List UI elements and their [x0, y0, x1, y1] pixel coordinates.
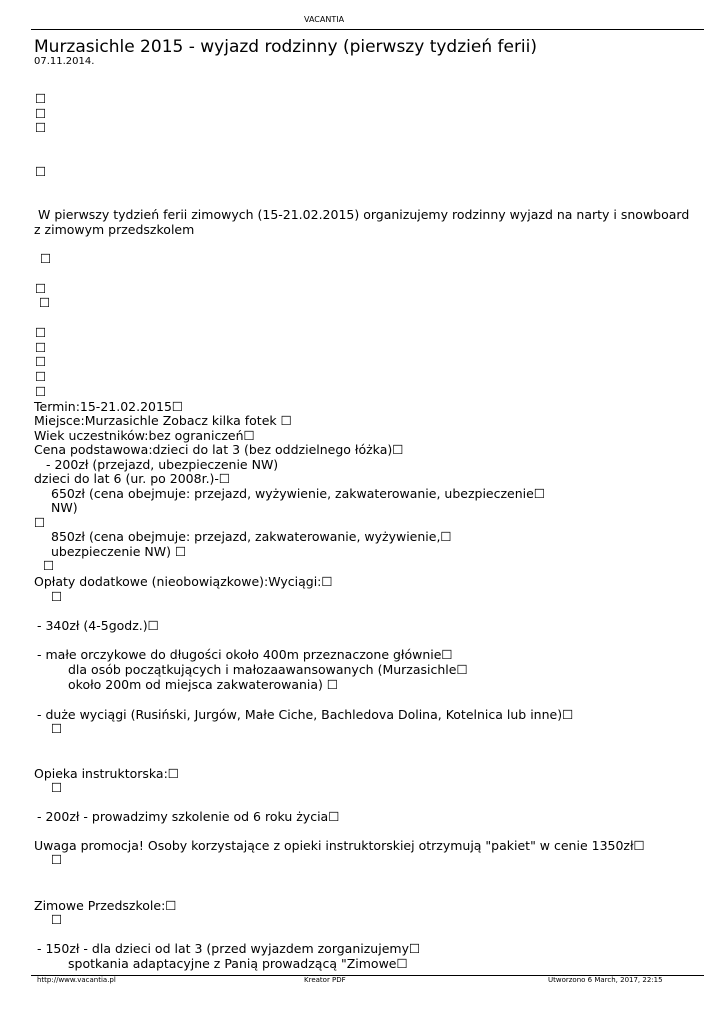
- image-placeholder: ☐: [51, 852, 63, 867]
- detail-cena: - 200zł (przejazd, ubezpieczenie NW): [46, 457, 279, 472]
- lift-small: - małe orczykowe do długości około 400m przeznaczone głównie☐: [37, 647, 453, 662]
- footer-generator: Kreator PDF: [304, 976, 346, 984]
- image-placeholder: ☐: [35, 281, 47, 296]
- footer-url[interactable]: http://www.vacantia.pl: [37, 976, 116, 984]
- image-placeholder: ☐: [51, 721, 63, 736]
- site-name: VACANTIA: [304, 15, 345, 24]
- image-placeholder: ☐: [35, 120, 47, 135]
- kindergarten-price: spotkania adaptacyjne z Panią prowadzącą "Zimowe☐: [68, 956, 408, 971]
- detail-cena: 850zł (cena obejmuje: przejazd, zakwaterowanie, wyżywienie,☐: [51, 529, 452, 544]
- intro-text: z zimowym przedszkolem: [34, 222, 195, 237]
- image-placeholder: ☐: [35, 340, 47, 355]
- kindergarten-price: - 150zł - dla dzieci od lat 3 (przed wyjazdem zorganizujemy☐: [37, 941, 421, 956]
- detail-cena: dzieci do lat 6 (ur. po 2008r.)-☐: [34, 471, 231, 486]
- image-placeholder: ☐: [35, 325, 47, 340]
- image-placeholder: ☐: [35, 354, 47, 369]
- intro-text: W pierwszy tydzień ferii zimowych (15-21.02.2015) organizujemy rodzinny wyjazd na narty i snowboard: [38, 207, 690, 222]
- document-title: Murzasichle 2015 - wyjazd rodzinny (pierwszy tydzień ferii): [34, 37, 538, 57]
- image-placeholder: ☐: [35, 384, 47, 399]
- image-placeholder: ☐: [35, 91, 47, 106]
- image-placeholder: ☐: [40, 251, 52, 266]
- footer-created: Utworzono 6 March, 2017, 22:15: [548, 976, 663, 984]
- image-placeholder: ☐: [35, 369, 47, 384]
- image-placeholder: ☐: [51, 912, 63, 927]
- lift-price: - 340zł (4-5godz.)☐: [37, 618, 159, 633]
- detail-cena: ubezpieczenie NW) ☐: [51, 544, 187, 559]
- detail-termin: Termin:15-21.02.2015☐: [34, 399, 184, 414]
- detail-miejsce: Miejsce:Murzasichle Zobacz kilka fotek ☐: [34, 413, 292, 428]
- detail-cena: NW): [51, 500, 78, 515]
- detail-wiek: Wiek uczestników:bez ograniczeń☐: [34, 428, 255, 443]
- image-placeholder: ☐: [51, 589, 63, 604]
- lift-large: - duże wyciągi (Rusiński, Jurgów, Małe Ciche, Bachledova Dolina, Kotelnica lub inne)☐: [37, 707, 574, 722]
- header-rule: [31, 29, 704, 30]
- detail-cena: 650zł (cena obejmuje: przejazd, wyżywienie, zakwaterowanie, ubezpieczenie☐: [51, 486, 546, 501]
- lift-small: dla osób początkujących i małozaawansowanych (Murzasichle☐: [68, 662, 468, 677]
- image-placeholder: ☐: [39, 295, 51, 310]
- kindergarten-heading: Zimowe Przedszkole:☐: [34, 898, 177, 913]
- detail-cena: ☐: [43, 558, 55, 573]
- detail-cena: Cena podstawowa:dzieci do lat 3 (bez oddzielnego łóżka)☐: [34, 442, 404, 457]
- lift-small: około 200m od miejsca zakwaterowania) ☐: [68, 677, 339, 692]
- instructor-heading: Opieka instruktorska:☐: [34, 766, 179, 781]
- promo-text: Uwaga promocja! Osoby korzystające z opieki instruktorskiej otrzymują "pakiet" w cenie 1350zł☐: [34, 838, 645, 853]
- document-date: 07.11.2014.: [34, 56, 95, 67]
- detail-cena: ☐: [34, 515, 46, 530]
- image-placeholder: ☐: [35, 164, 47, 179]
- detail-oplaty: Opłaty dodatkowe (nieobowiązkowe):Wyciągi:☐: [34, 574, 333, 589]
- image-placeholder: ☐: [51, 780, 63, 795]
- image-placeholder: ☐: [35, 106, 47, 121]
- instructor-price: - 200zł - prowadzimy szkolenie od 6 roku życia☐: [37, 809, 340, 824]
